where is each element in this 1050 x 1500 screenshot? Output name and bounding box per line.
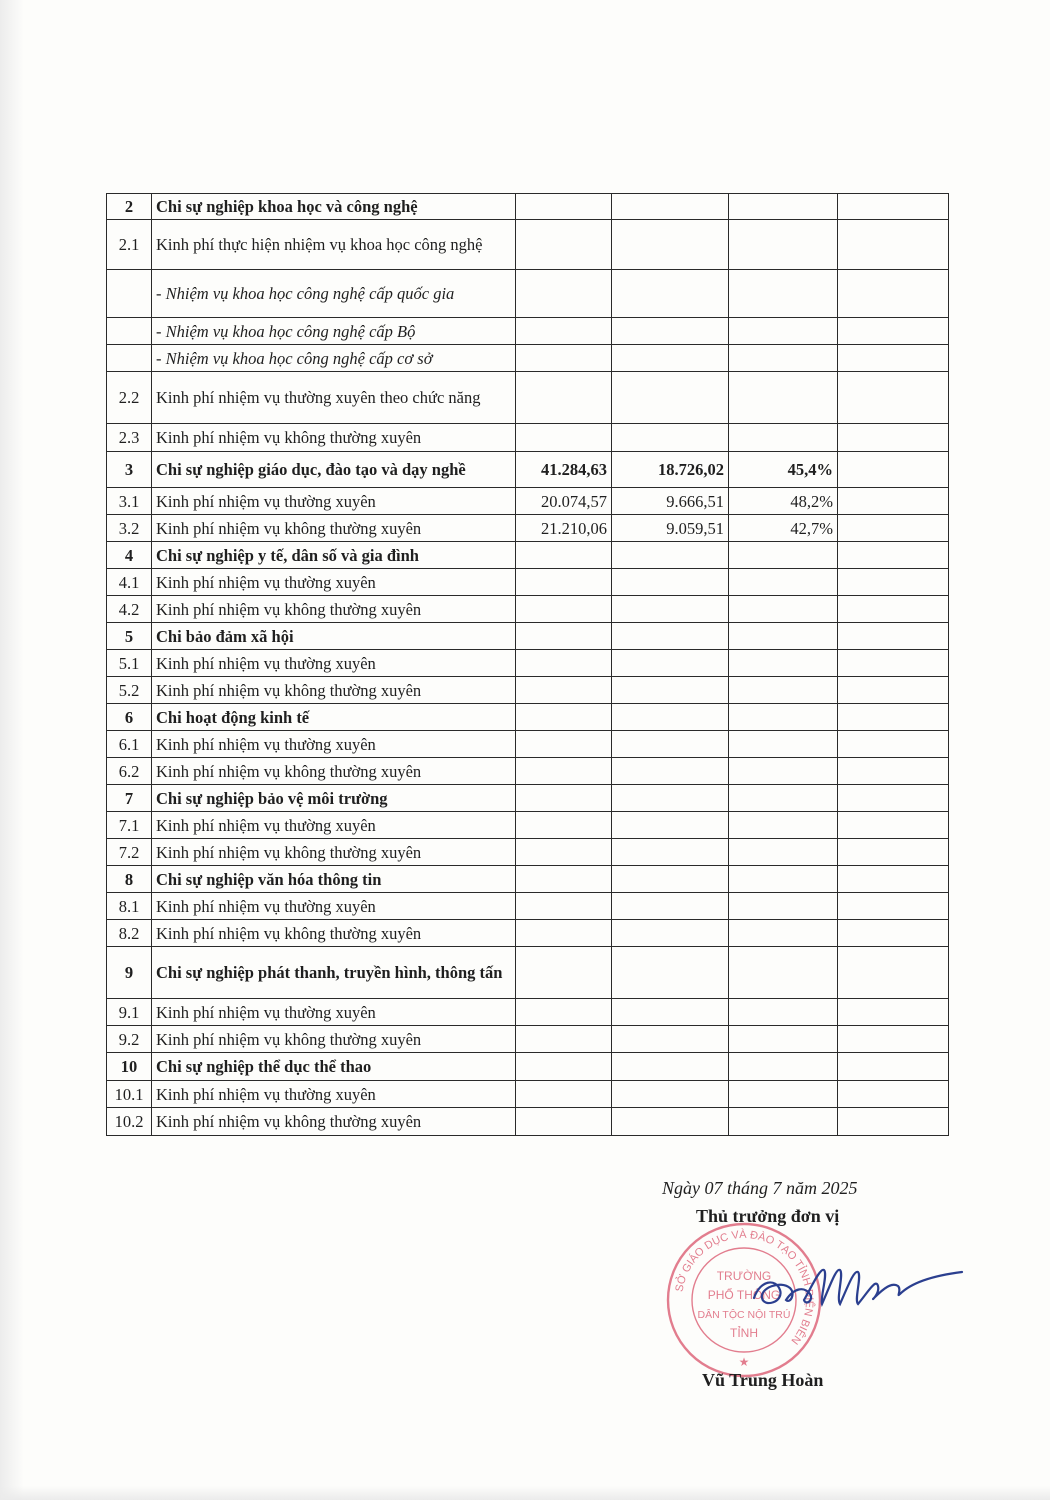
budget-table-body: [107, 194, 949, 1136]
row-label: Chi sự nghiệp khoa học và công nghệ: [152, 194, 516, 220]
value-col-3: 45,4%: [729, 452, 838, 488]
row-label: Kinh phí nhiệm vụ không thường xuyên: [152, 424, 516, 452]
row-number: 2.3: [107, 424, 152, 452]
row-label: Kinh phí thực hiện nhiệm vụ khoa học công nghệ: [152, 220, 516, 270]
table-row: [107, 623, 949, 650]
row-number: 5: [107, 623, 152, 650]
value-col-1: [516, 1026, 612, 1053]
value-col-1: [516, 999, 612, 1026]
value-col-1: [516, 866, 612, 893]
seal-star-icon: ★: [738, 1355, 750, 1369]
row-label: Chi sự nghiệp phát thanh, truyền hình, thông tấn: [152, 947, 516, 999]
seal-line-2: PHỔ THÔNG: [707, 1288, 781, 1302]
value-col-2: [612, 999, 729, 1026]
value-col-4: [838, 424, 949, 452]
row-label: Kinh phí nhiệm vụ thường xuyên theo chức năng: [152, 372, 516, 424]
row-number: 9.2: [107, 1026, 152, 1053]
table-row: [107, 596, 949, 623]
value-col-3: [729, 220, 838, 270]
value-col-4: [838, 623, 949, 650]
row-label: Kinh phí nhiệm vụ không thường xuyên: [152, 1108, 516, 1136]
value-col-2: [612, 318, 729, 345]
row-number: 3.2: [107, 515, 152, 542]
value-col-3: [729, 839, 838, 866]
value-col-2: [612, 920, 729, 947]
value-col-1: 20.074,57: [516, 488, 612, 515]
table-row: [107, 270, 949, 318]
value-col-2: [612, 1053, 729, 1081]
value-col-4: [838, 785, 949, 812]
row-number: 2: [107, 194, 152, 220]
value-col-1: [516, 893, 612, 920]
row-number: 4.1: [107, 569, 152, 596]
table-row: [107, 866, 949, 893]
seal-line-3: DÂN TỘC NỘI TRÚ: [697, 1309, 791, 1321]
value-col-1: [516, 1108, 612, 1136]
row-label: Kinh phí nhiệm vụ thường xuyên: [152, 893, 516, 920]
value-col-3: [729, 812, 838, 839]
value-col-4: [838, 270, 949, 318]
value-col-1: [516, 731, 612, 758]
value-col-1: [516, 542, 612, 569]
table-row: [107, 542, 949, 569]
table-row: [107, 920, 949, 947]
value-col-3: 42,7%: [729, 515, 838, 542]
row-number: 5.2: [107, 677, 152, 704]
seal-line-4: TỈNH: [730, 1326, 758, 1340]
seal-ring-text: SỞ GIÁO DỤC VÀ ĐÀO TẠO TỈNH ĐIỆN BIÊN: [673, 1228, 816, 1347]
table-row: [107, 650, 949, 677]
value-col-4: [838, 947, 949, 999]
row-label: Kinh phí nhiệm vụ thường xuyên: [152, 488, 516, 515]
table-row: [107, 1053, 949, 1081]
value-col-2: 9.059,51: [612, 515, 729, 542]
value-col-2: 9.666,51: [612, 488, 729, 515]
value-col-1: [516, 424, 612, 452]
value-col-1: [516, 220, 612, 270]
value-col-3: [729, 542, 838, 569]
value-col-3: [729, 623, 838, 650]
row-label: Kinh phí nhiệm vụ thường xuyên: [152, 731, 516, 758]
value-col-4: [838, 677, 949, 704]
table-row: [107, 812, 949, 839]
value-col-1: [516, 623, 612, 650]
row-label: Kinh phí nhiệm vụ thường xuyên: [152, 999, 516, 1026]
value-col-4: [838, 839, 949, 866]
value-col-2: [612, 372, 729, 424]
value-col-4: [838, 452, 949, 488]
value-col-2: 18.726,02: [612, 452, 729, 488]
value-col-4: [838, 596, 949, 623]
value-col-2: [612, 704, 729, 731]
value-col-3: [729, 372, 838, 424]
value-col-2: [612, 220, 729, 270]
value-col-2: [612, 1026, 729, 1053]
table-row: [107, 1081, 949, 1108]
value-col-1: 41.284,63: [516, 452, 612, 488]
value-col-3: 48,2%: [729, 488, 838, 515]
value-col-4: [838, 569, 949, 596]
table-row: [107, 488, 949, 515]
signature-role: Thủ trưởng đơn vị: [696, 1206, 840, 1226]
signature-date: Ngày 07 tháng 7 năm 2025: [662, 1178, 858, 1198]
value-col-2: [612, 569, 729, 596]
row-label: Kinh phí nhiệm vụ không thường xuyên: [152, 758, 516, 785]
value-col-4: [838, 866, 949, 893]
row-label: Chi sự nghiệp văn hóa thông tin: [152, 866, 516, 893]
value-col-2: [612, 270, 729, 318]
row-label: Chi sự nghiệp bảo vệ môi trường: [152, 785, 516, 812]
row-number: 4: [107, 542, 152, 569]
value-col-3: [729, 731, 838, 758]
row-number: 3.1: [107, 488, 152, 515]
row-label: Kinh phí nhiệm vụ không thường xuyên: [152, 596, 516, 623]
value-col-2: [612, 785, 729, 812]
table-row: [107, 372, 949, 424]
value-col-4: [838, 758, 949, 785]
row-number: 6: [107, 704, 152, 731]
value-col-3: [729, 1081, 838, 1108]
table-row: [107, 704, 949, 731]
row-number: [107, 345, 152, 372]
value-col-3: [729, 893, 838, 920]
value-col-2: [612, 1108, 729, 1136]
value-col-4: [838, 318, 949, 345]
value-col-3: [729, 1053, 838, 1081]
value-col-2: [612, 839, 729, 866]
row-number: 4.2: [107, 596, 152, 623]
handwritten-signature-icon: [750, 1258, 965, 1328]
row-label: - Nhiệm vụ khoa học công nghệ cấp quốc gia: [152, 270, 516, 318]
row-number: 2.1: [107, 220, 152, 270]
table-row: [107, 345, 949, 372]
table-row: [107, 1108, 949, 1136]
row-label: Kinh phí nhiệm vụ không thường xuyên: [152, 1026, 516, 1053]
row-number: [107, 318, 152, 345]
value-col-4: [838, 1108, 949, 1136]
value-col-3: [729, 1026, 838, 1053]
value-col-2: [612, 194, 729, 220]
table-row: [107, 731, 949, 758]
value-col-3: [729, 318, 838, 345]
value-col-4: [838, 220, 949, 270]
row-label: Chi bảo đảm xã hội: [152, 623, 516, 650]
row-number: [107, 270, 152, 318]
value-col-1: [516, 677, 612, 704]
row-number: 8.1: [107, 893, 152, 920]
table-row: [107, 947, 949, 999]
value-col-4: [838, 893, 949, 920]
table-row: [107, 424, 949, 452]
table-row: [107, 318, 949, 345]
value-col-3: [729, 345, 838, 372]
value-col-3: [729, 424, 838, 452]
value-col-1: [516, 947, 612, 999]
budget-table: [106, 193, 949, 1136]
value-col-1: [516, 270, 612, 318]
value-col-3: [729, 947, 838, 999]
value-col-1: [516, 650, 612, 677]
value-col-4: [838, 488, 949, 515]
value-col-1: [516, 318, 612, 345]
value-col-2: [612, 424, 729, 452]
table-row: [107, 999, 949, 1026]
value-col-3: [729, 785, 838, 812]
value-col-3: [729, 270, 838, 318]
value-col-1: 21.210,06: [516, 515, 612, 542]
value-col-4: [838, 920, 949, 947]
row-label: Chi sự nghiệp giáo dục, đào tạo và dạy nghề: [152, 452, 516, 488]
value-col-2: [612, 731, 729, 758]
row-label: - Nhiệm vụ khoa học công nghệ cấp cơ sở: [152, 345, 516, 372]
table-row: [107, 220, 949, 270]
row-number: 10.2: [107, 1108, 152, 1136]
row-number: 3: [107, 452, 152, 488]
signer-name: Vũ Trung Hoàn: [702, 1370, 824, 1390]
value-col-4: [838, 812, 949, 839]
row-label: Kinh phí nhiệm vụ thường xuyên: [152, 812, 516, 839]
row-label: Kinh phí nhiệm vụ không thường xuyên: [152, 677, 516, 704]
value-col-1: [516, 812, 612, 839]
row-label: Kinh phí nhiệm vụ thường xuyên: [152, 1081, 516, 1108]
row-number: 6.2: [107, 758, 152, 785]
value-col-1: [516, 920, 612, 947]
value-col-4: [838, 1026, 949, 1053]
row-number: 8.2: [107, 920, 152, 947]
value-col-1: [516, 839, 612, 866]
value-col-3: [729, 704, 838, 731]
value-col-4: [838, 704, 949, 731]
value-col-3: [729, 866, 838, 893]
row-number: 7: [107, 785, 152, 812]
value-col-2: [612, 650, 729, 677]
row-label: Chi sự nghiệp thể dục thể thao: [152, 1053, 516, 1081]
scan-shadow-bottom: [0, 1486, 1050, 1500]
table-row: [107, 758, 949, 785]
value-col-4: [838, 345, 949, 372]
table-row: [107, 1026, 949, 1053]
value-col-1: [516, 1081, 612, 1108]
value-col-2: [612, 758, 729, 785]
value-col-1: [516, 596, 612, 623]
value-col-3: [729, 650, 838, 677]
value-col-4: [838, 372, 949, 424]
value-col-1: [516, 1053, 612, 1081]
scan-shadow-left: [0, 0, 24, 1500]
value-col-2: [612, 947, 729, 999]
value-col-4: [838, 1081, 949, 1108]
value-col-2: [612, 866, 729, 893]
table-row: [107, 515, 949, 542]
value-col-4: [838, 731, 949, 758]
seal-line-1: TRƯỜNG: [716, 1269, 772, 1283]
value-col-1: [516, 569, 612, 596]
value-col-1: [516, 758, 612, 785]
value-col-2: [612, 345, 729, 372]
row-number: 10.1: [107, 1081, 152, 1108]
row-label: Kinh phí nhiệm vụ không thường xuyên: [152, 839, 516, 866]
table-row: [107, 893, 949, 920]
value-col-3: [729, 569, 838, 596]
value-col-2: [612, 1081, 729, 1108]
value-col-4: [838, 542, 949, 569]
row-label: Chi hoạt động kinh tế: [152, 704, 516, 731]
value-col-3: [729, 999, 838, 1026]
value-col-1: [516, 785, 612, 812]
value-col-3: [729, 1108, 838, 1136]
value-col-2: [612, 893, 729, 920]
value-col-3: [729, 194, 838, 220]
row-label: Kinh phí nhiệm vụ thường xuyên: [152, 650, 516, 677]
value-col-3: [729, 677, 838, 704]
value-col-3: [729, 920, 838, 947]
table-row: [107, 839, 949, 866]
row-number: 10: [107, 1053, 152, 1081]
row-label: Chi sự nghiệp y tế, dân số và gia đình: [152, 542, 516, 569]
row-number: 5.1: [107, 650, 152, 677]
value-col-4: [838, 515, 949, 542]
row-number: 6.1: [107, 731, 152, 758]
value-col-4: [838, 650, 949, 677]
value-col-2: [612, 542, 729, 569]
row-number: 8: [107, 866, 152, 893]
value-col-3: [729, 596, 838, 623]
value-col-1: [516, 194, 612, 220]
row-number: 7.1: [107, 812, 152, 839]
row-number: 2.2: [107, 372, 152, 424]
row-label: - Nhiệm vụ khoa học công nghệ cấp Bộ: [152, 318, 516, 345]
table-row: [107, 785, 949, 812]
table-row: [107, 677, 949, 704]
table-row: [107, 194, 949, 220]
row-label: Kinh phí nhiệm vụ thường xuyên: [152, 569, 516, 596]
row-number: 7.2: [107, 839, 152, 866]
table-row: [107, 452, 949, 488]
value-col-3: [729, 758, 838, 785]
value-col-2: [612, 596, 729, 623]
table-row: [107, 569, 949, 596]
value-col-2: [612, 677, 729, 704]
row-label: Kinh phí nhiệm vụ không thường xuyên: [152, 920, 516, 947]
value-col-1: [516, 345, 612, 372]
value-col-4: [838, 1053, 949, 1081]
value-col-1: [516, 372, 612, 424]
value-col-2: [612, 623, 729, 650]
value-col-4: [838, 999, 949, 1026]
value-col-4: [838, 194, 949, 220]
row-number: 9: [107, 947, 152, 999]
value-col-1: [516, 704, 612, 731]
row-number: 9.1: [107, 999, 152, 1026]
row-label: Kinh phí nhiệm vụ không thường xuyên: [152, 515, 516, 542]
value-col-2: [612, 812, 729, 839]
